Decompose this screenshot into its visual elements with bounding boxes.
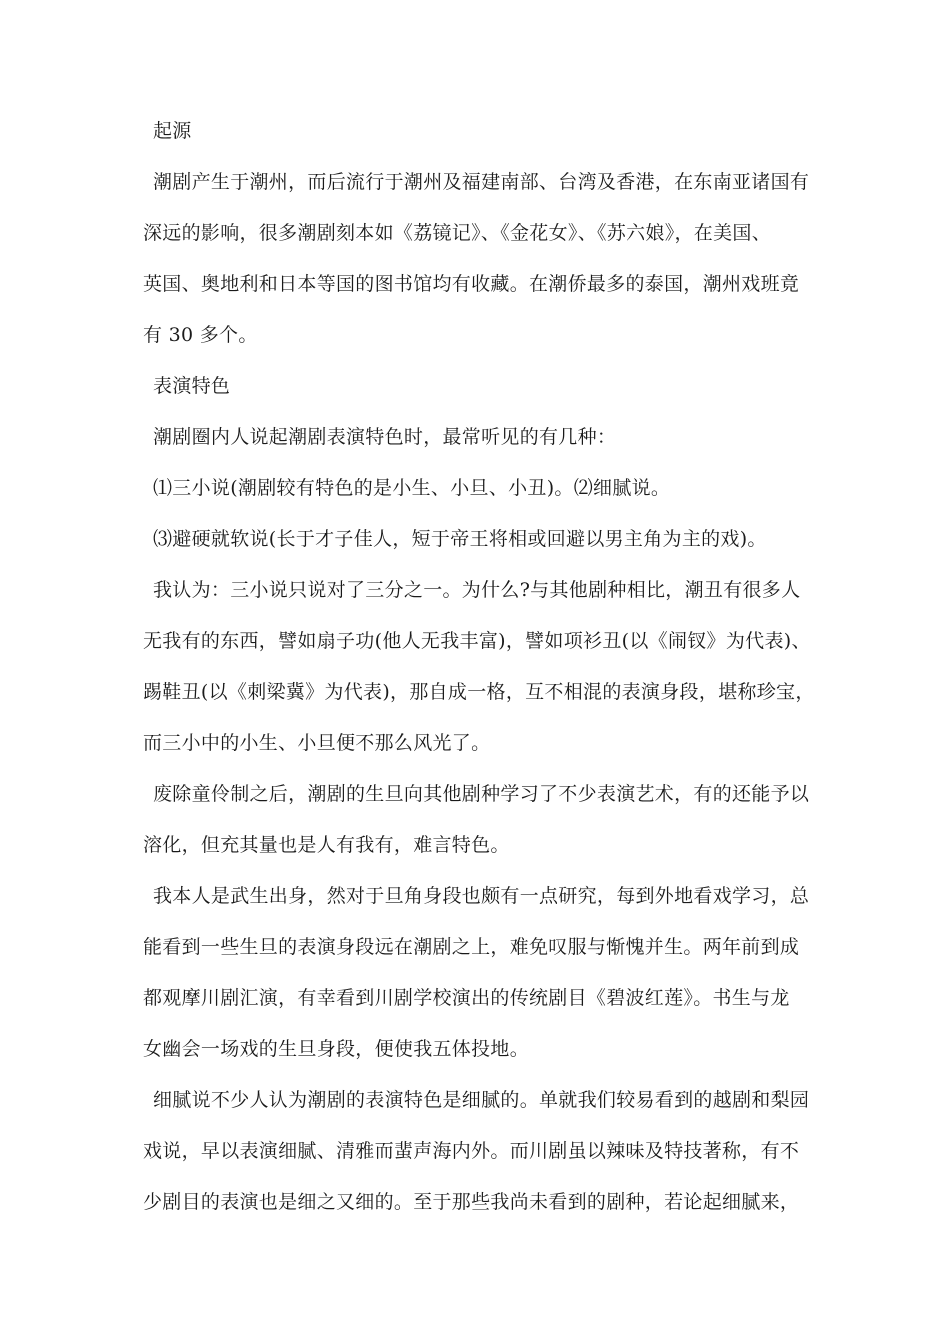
- section-heading-origin: 起源: [153, 120, 192, 142]
- paragraph-line: 潮剧圈内人说起潮剧表演特色时，最常听见的有几种：: [153, 426, 617, 448]
- list-item: ⑴三小说(潮剧较有特色的是小生、小旦、小丑)。⑵细腻说。: [153, 477, 671, 499]
- paragraph-line: 细腻说不少人认为潮剧的表演特色是细腻的。单就我们较易看到的越剧和梨园: [153, 1089, 810, 1111]
- paragraph-line: 能看到一些生旦的表演身段远在潮剧之上，难免叹服与惭愧并生。两年前到成: [143, 936, 800, 958]
- paragraph-line: 都观摩川剧汇演，有幸看到川剧学校演出的传统剧目《碧波红莲》。书生与龙: [143, 987, 790, 1009]
- paragraph-line: 潮剧产生于潮州，而后流行于潮州及福建南部、台湾及香港，在东南亚诸国有: [153, 171, 810, 193]
- list-item: ⑶避硬就软说(长于才子佳人，短于帝王将相或回避以男主角为主的戏)。: [153, 528, 767, 550]
- paragraph-line: 我认为：三小说只说对了三分之一。为什么?与其他剧种相比，潮丑有很多人: [153, 579, 801, 601]
- paragraph-line: 有 30 多个。: [143, 324, 258, 346]
- paragraph-line: 深远的影响，很多潮剧刻本如《荔镜记》、《金花女》、《苏六娘》，在美国、: [143, 222, 772, 244]
- paragraph-line: 戏说，早以表演细腻、清雅而蜚声海内外。而川剧虽以辣味及特技著称，有不: [143, 1140, 800, 1162]
- section-heading-performance: 表演特色: [153, 375, 231, 397]
- paragraph-line: 英国、奥地利和日本等国的图书馆均有收藏。在潮侨最多的泰国，潮州戏班竟: [143, 273, 800, 295]
- paragraph-line: 废除童伶制之后，潮剧的生旦向其他剧种学习了不少表演艺术，有的还能予以: [153, 783, 810, 805]
- paragraph-line: 无我有的东西，譬如扇子功(他人无我丰富)，譬如项衫丑(以《闹钗》为代表)、: [143, 630, 811, 652]
- document-body: [143, 120, 813, 1242]
- paragraph-line: 女幽会一场戏的生旦身段，便使我五体投地。: [143, 1038, 530, 1060]
- paragraph-line: 而三小中的小生、小旦便不那么风光了。: [143, 732, 491, 754]
- paragraph-line: 我本人是武生出身，然对于旦角身段也颇有一点研究，每到外地看戏学习，总: [153, 885, 810, 907]
- paragraph-line: 少剧目的表演也是细之又细的。至于那些我尚未看到的剧种，若论起细腻来，: [143, 1191, 800, 1213]
- paragraph-line: 踢鞋丑(以《刺梁冀》为代表)，那自成一格，互不相混的表演身段，堪称珍宝，: [143, 681, 815, 703]
- paragraph-line: 溶化，但充其量也是人有我有，难言特色。: [143, 834, 510, 856]
